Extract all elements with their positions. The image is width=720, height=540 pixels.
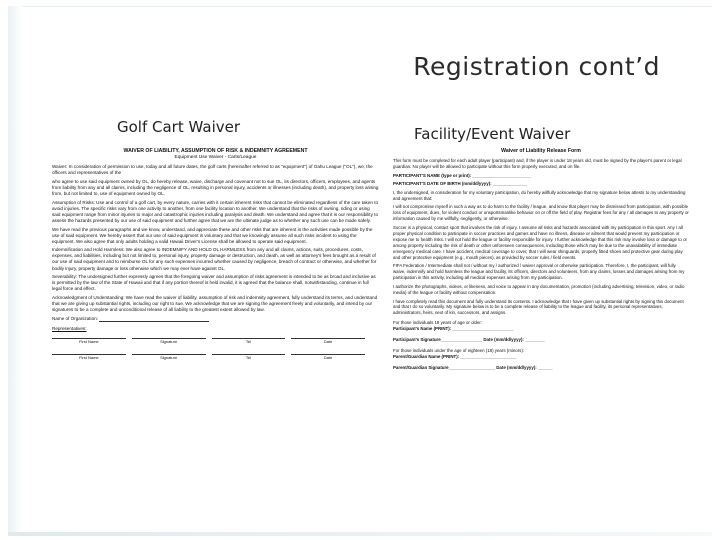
sig-label: Date	[291, 338, 365, 345]
facility-para: This form must be completed for each adult player (participant) and, if the player is under 18 years old, must be signed by the player's parent or legal guardian. No player will be allowed to participate without this form properly executed, and on file.	[393, 158, 682, 170]
facility-para: I will not compromise myself in such a way as to do harm to the facility / league, and know that player may be dismissed from participation, with possible loss of equipment, dues, for violent conduct or unsportsmanlike behavior on or off the field of play. Registrar fees for any / all damages to any property or information caused by me willfully, negligently, or otherwise.	[393, 204, 689, 222]
facility-para: Soccer is a physical, contact sport that involves the risk of injury. I assume all risks and hazards associated with my participation in this sport. Any / all proper physical condition to participate in soccer practices and games and have no illness, disease or ailment that would prevent my participation or expose me to health risks. I will not hold the league or facility responsible for injury. I further acknowledge that this risk may involve loss or damage to or among property including the risk of death or other unforeseen consequences, including those which may be due to the unavailability of immediate emergency medical care. I have accident, medical coverage to cover, that I will wear shinguards, properly fitted shoes and protective gear during play and other protective equipment (e.g., mouth pieces), as provided by soccer rules / field events.	[393, 224, 687, 260]
signature-row	[52, 338, 379, 345]
sig-label: First Name	[52, 338, 126, 345]
golf-para: Waiver: In consideration of permission to use, today and all future dates, the golf carts (hereinafter referred to as "equipment") of Oahu League ("OL"), we, the officers and representatives of the	[52, 164, 373, 176]
golf-cart-waiver-document	[52, 148, 379, 518]
signature-row	[52, 354, 379, 361]
golf-doc-subheader: Equipment Use Waiver - Carts/League	[174, 154, 257, 160]
golf-para: Indemnification and Hold Harmless: We also agree to INDEMNIFY AND HOLD OL HARMLESS from any and all claims, actions, suits, procedures, costs, expenses, and liabilities, including but not limited to, personal injury, property damage or destruction, and death, as well as attorney's fees brought as a result of our use of said equipment and to reimburse OL for any such expenses incurred whether caused by negligence, breach of contract or otherwise, and whether for bodily injury, property damage or loss otherwise which we may ever have against OL.	[52, 247, 377, 271]
org-field-line	[99, 316, 209, 322]
sig-label: First Name	[52, 354, 126, 361]
sig-label: Date	[291, 354, 365, 361]
slide-frame-bottom	[8, 532, 712, 536]
slide-title: Registration cont’d	[413, 52, 660, 81]
golf-para: Severability: The undersigned further expressly agrees that the foregoing waiver and assumption of risks agreement is intended to be as broad and inclusive as is permitted by the law of the State of Hawaii and that if any portion thereof is held invalid, it is agreed that the balance shall, notwithstanding, continue in full legal force and effect.	[52, 274, 376, 292]
sig-label: Tel	[212, 354, 286, 361]
golf-cart-waiver-heading: Golf Cart Waiver	[117, 118, 241, 136]
golf-para: Acknowledgment of Understanding: We have read the waiver of liability, assumption of risk and indemnity agreement, fully understand its terms, and understand that we are giving up substantial rights, including our right to sue. We acknowledge that we are signing the agreement freely and voluntarily, and intend by our signatures to be a complete and unconditional release of all liability to the greatest extent allowed by law.	[52, 294, 378, 313]
facility-para: FIFA Federation / Intermediate shall not / without my / authorized / waiver approval or otherwise participation. Therefore, I, the participant, will fully waive, indemnify and hold harmless the league and facility, its officers, directors and volunteers, from any claims, losses and damages arising from my participation in this activity, including all medical expenses arising from my participation.	[393, 263, 685, 281]
signature-block	[52, 338, 379, 361]
minor-label: For those individuals under the age of eighteen (18) years (minors):	[393, 348, 525, 354]
sig-label: Tel	[212, 338, 286, 345]
golf-org-row	[52, 316, 379, 322]
participant-signature-field: Participant's Signature_________________ Date (mm/dd/yyyy): ________	[393, 337, 545, 343]
sig-label: Signature	[132, 354, 206, 361]
facility-event-waiver-heading: Facility/Event Waiver	[414, 125, 571, 143]
facility-para: I authorize the photographs, videos, or likeness, and voice to appear in any documentation, promotion (including advertising, television, video, or radio media) of the league or facility without compensation.	[393, 283, 685, 295]
golf-para: We have read the previous paragraphs and we know, understand, and appreciate these and other risks that are inherent in the activities made possible by the use of said equipment. We hereby assert that our use of said equipment is voluntary and that we knowingly assume all such risks incident to using the equipment. We also agree that only adults holding a valid Hawaii Driver's License shall be allowed to operate said equipment.	[52, 226, 373, 244]
golf-para: Assumption of Risks: Use and control of a golf cart, by every nature, carries with it certain inherent risks that cannot be eliminated regardless of the care taken to avoid injuries. The specific risks vary from one activity to another, from one facility location to another. We understand that the risks of owning, riding or using said equipment range from minor injuries to major and catastrophic injuries including paralysis and death. We understand and agree that it is our responsibility to assess the hazards presented by our use of said equipment and further agree that we are the ultimate judge as to whether any such use can be made safely.	[52, 199, 379, 223]
facility-waiver-document	[393, 148, 689, 518]
golf-doc-header: WAIVER OF LIABILITY, ASSUMPTION OF RISK & INDEMNITY AGREEMENT	[123, 148, 308, 154]
guardian-signature-field: Parent/Guardian Signature___________________ Date (mm/dd/yyyy): ______	[393, 365, 553, 371]
facility-field: PARTICIPANT'S NAME (type or print): ________________________	[393, 172, 532, 178]
slide-frame-left	[8, 6, 22, 534]
golf-para: who agree to use said equipment owned by OL, do hereby release, waive, discharge and covenant not to sue OL, its directors, officers, employees, and agents from liability from any and all claims, including the negligence of OL, resulting in personal injury, accidents or illnesses (including death), and property loss arising from, but not limited to, use of equipment owned by OL.	[52, 178, 379, 197]
facility-para: I have completely read this document and fully understand its contents. I acknowledge that I have given up substantial rights by signing this document and that I do so voluntarily. My signature below is to be a complete release of liability to the league and facility, its personal representatives, administrators, heirs, next of kin, successors, and assigns.	[393, 298, 684, 316]
facility-field: PARTICIPANT'S DATE OF BIRTH (mm/dd/yyyy): ______________	[393, 181, 528, 187]
slide-frame-top	[8, 6, 712, 7]
adult-label: For those individuals 18 years of age or older:	[393, 320, 483, 326]
org-label: Name of Organization:	[52, 315, 98, 321]
sig-label: Signature	[132, 338, 206, 345]
guardian-name-field: Parent/Guardian Name (PRINT): _______________________	[393, 354, 517, 360]
participant-name-field: Participant's Name (PRINT): _________________________	[393, 326, 514, 332]
facility-doc-header: Waiver of Liability Release Form	[501, 148, 581, 154]
facility-para: I, the undersigned, in consideration for my voluntary participation, do hereby willfully acknowledge that my signature below attests to my understanding and agreement that:	[393, 189, 686, 201]
reps-label: Representatives:	[52, 325, 87, 331]
